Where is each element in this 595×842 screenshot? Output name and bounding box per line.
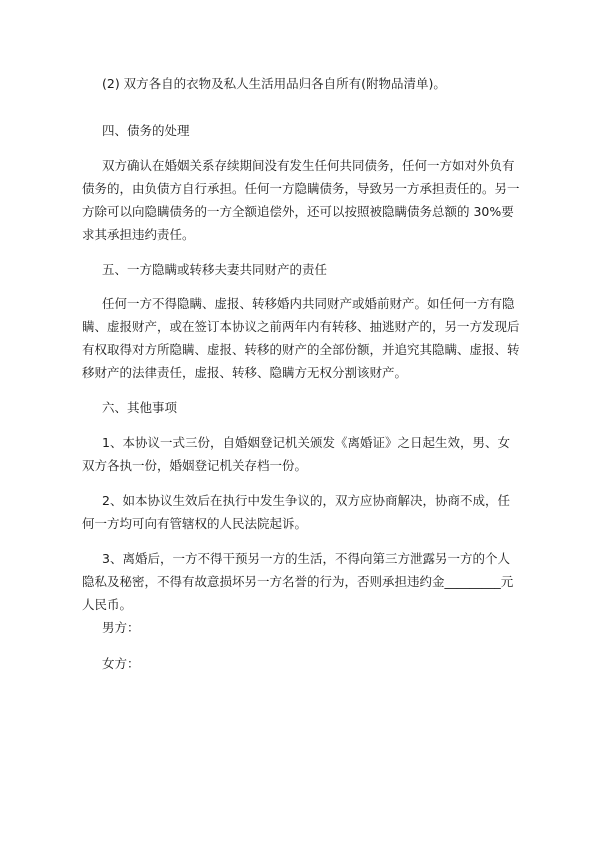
section-6-item-3: 3、离婚后，一方不得干预另一方的生活，不得向第三方泄露另一方的个人隐私及秘密，不得有故意损坏另一方名誉的行为，否则承担违约金_________元人民币。	[82, 551, 514, 612]
section-4-title: 四、债务的处理	[102, 123, 190, 138]
section-6-item-1: 1、本协议一式三份，自婚姻登记机关颁发《离婚证》之日起生效，男、女双方各执一份，婚姻登记机关存档一份。	[82, 435, 510, 473]
female-signature-label: 女方：	[102, 656, 140, 671]
section-5-body: 任何一方不得隐瞒、虚报、转移婚内共同财产或婚前财产。如任何一方有隐瞒、虚报财产，或在签订本协议之前两年内有转移、抽逃财产的，另一方发现后有权取得对方所隐瞒、虚报、转移的财产的全部份额，并追究其隐瞒、虚报、转移财产的法律责任，虚报、转移、隐瞒方无权分割该财产。	[82, 296, 520, 380]
section-4-body: 双方确认在婚姻关系存续期间没有发生任何共同债务，任何一方如对外负有债务的，由负债方自行承担。任何一方隐瞒债务，导致另一方承担责任的。另一方除可以向隐瞒债务的一方全额追偿外，还可以按照被隐瞒债务总额的 30%要求其承担违约责任。	[82, 158, 520, 242]
section-5-title: 五、一方隐瞒或转移夫妻共同财产的责任	[102, 262, 328, 277]
section-6-title: 六、其他事项	[102, 400, 178, 415]
male-signature-label: 男方：	[102, 620, 140, 635]
section-6-item-2: 2、如本协议生效后在执行中发生争议的，双方应协商解决，协商不成，任何一方均可向有管辖权的人民法院起诉。	[82, 493, 510, 531]
item-2-personal-belongings: (2) 双方各自的衣物及私人生活用品归各自所有(附物品清单)。	[102, 76, 446, 91]
